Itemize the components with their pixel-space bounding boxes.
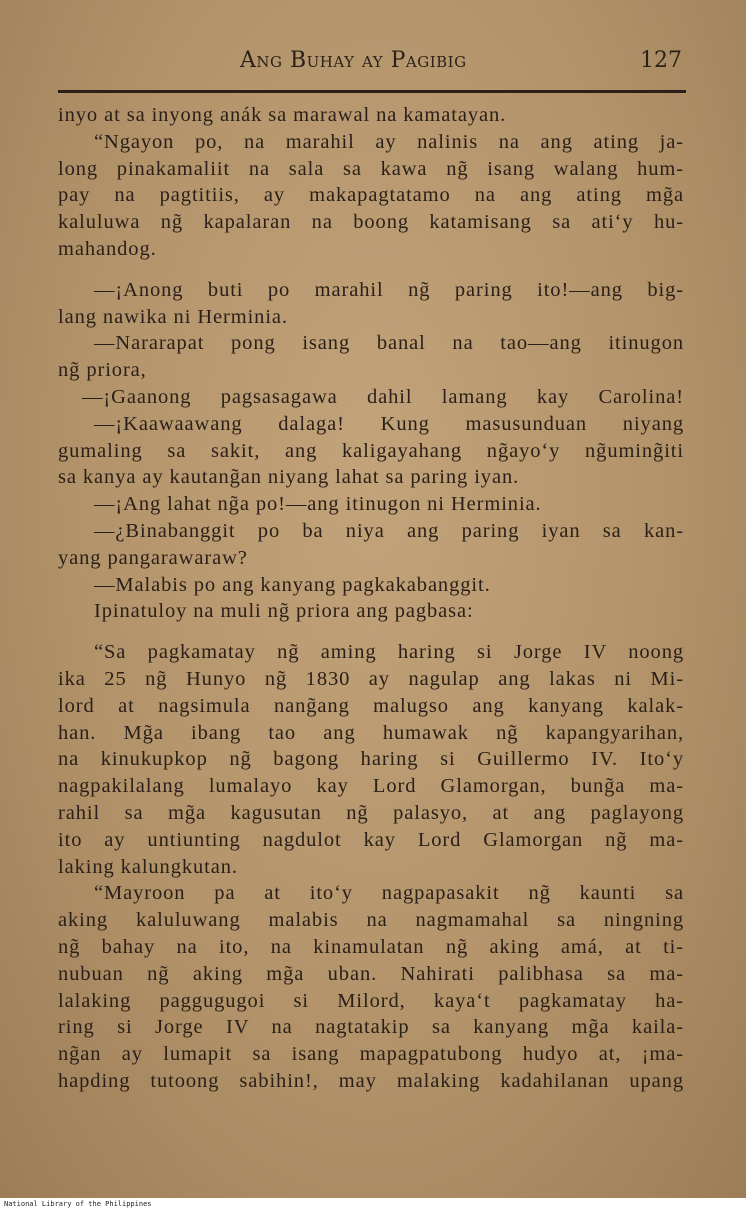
text-line: yang pangarawaraw? [58,546,248,569]
page-header [58,48,686,84]
text-line: ika 25 ng̃ Hunyo ng̃ 1830 ay nagulap ang lakas ni Mi- [58,667,684,690]
text-line: ito ay untiunting nagdulot kay Lord Glamorgan ng̃ ma- [58,828,684,851]
running-title: Ang Buhay ay Pagibig [240,48,467,73]
text-line: —¡Ang lahat ng̃a po!—ang itinugon ni Herminia. [94,493,542,516]
text-line: “Sa pagkamatay ng̃ aming haring si Jorge IV noong [94,641,684,664]
text-line: —¡Anong buti po marahil ng̃ paring ito!—ang big- [94,278,684,301]
text-line: ng̃an ay lumapit sa isang mapagpatubong hudyo at, ¡ma- [58,1043,684,1066]
text-line: ring si Jorge IV na nagtatakip sa kanyang mg̃a kaila- [58,1016,684,1039]
text-line: lang nawika ni Herminia. [58,305,288,328]
text-line: hapding tutoong sabihin!, may malaking kadahilanan upang [58,1069,684,1092]
text-line: kaluluwa ng̃ kapalaran na boong katamisang sa ati‘y hu- [58,211,684,234]
text-line: —Malabis po ang kanyang pagkakabanggit. [94,573,491,596]
text-line: laking kalungkutan. [58,855,238,878]
text-line: gumaling sa sakit, ang kaligayahang ng̃ayo‘y ng̃uming̃iti [58,439,684,462]
text-line: ng̃ bahay na ito, na kinamulatan ng̃ aking amá, at ti- [58,935,684,958]
text-line: pay na pagtitiis, ay makapagtatamo na ang ating mg̃a [58,184,684,207]
text-line: nubuan ng̃ aking mg̃a uban. Nahirati palibhasa sa ma- [58,962,684,985]
header-rule [58,90,686,93]
text-line: aking kaluluwang malabis na nagmamahal sa ningning [58,909,684,932]
text-line: lord at nagsimula nang̃ang malugso ang kanyang kalak- [58,694,684,717]
text-line: rahil sa mg̃a kagusutan ng̃ palasyo, at ang paglayong [58,801,684,824]
text-line: han. Mg̃a ibang tao ang humawak ng̃ kapangyarihan, [58,721,684,744]
text-line: long pinakamaliit na sala sa kawa ng̃ isang walang hum- [58,157,684,180]
text-line: “Mayroon pa at ito‘y nagpapasakit ng̃ kaunti sa [94,882,684,905]
text-line: “Ngayon po, na marahil ay nalinis na ang ating ja- [94,130,684,153]
text-line: —¡Kaawaawang dalaga! Kung masusunduan niyang [94,412,684,435]
body-text [58,102,684,1095]
text-line: lalaking paggugugoi si Milord, kaya‘t pagkamatay ha- [58,989,684,1012]
text-line: nagpakilalang lumalayo kay Lord Glamorgan, bung̃a ma- [58,775,684,798]
text-line: —¡Gaanong pagsasagawa dahil lamang kay Carolina! [82,385,684,408]
text-line: —¿Binabanggit po ba niya ang paring iyan sa kan- [94,519,684,542]
text-line: na kinukupkop ng̃ bagong haring si Guillermo IV. Ito‘y [58,748,684,771]
text-line: ng̃ priora, [58,359,147,382]
source-credit: National Library of the Philippines [4,1200,152,1208]
text-line: mahandog. [58,237,157,260]
text-line: —Nararapat pong isang banal na tao—ang itinugon [94,332,684,355]
text-line: inyo at sa inyong anák sa marawal na kamatayan. [58,104,507,126]
page-number: 127 [640,48,682,73]
text-line: Ipinatuloy na muli ng̃ priora ang pagbasa: [94,600,474,623]
text-line: sa kanya ay kautang̃an niyang lahat sa paring iyan. [58,466,520,489]
